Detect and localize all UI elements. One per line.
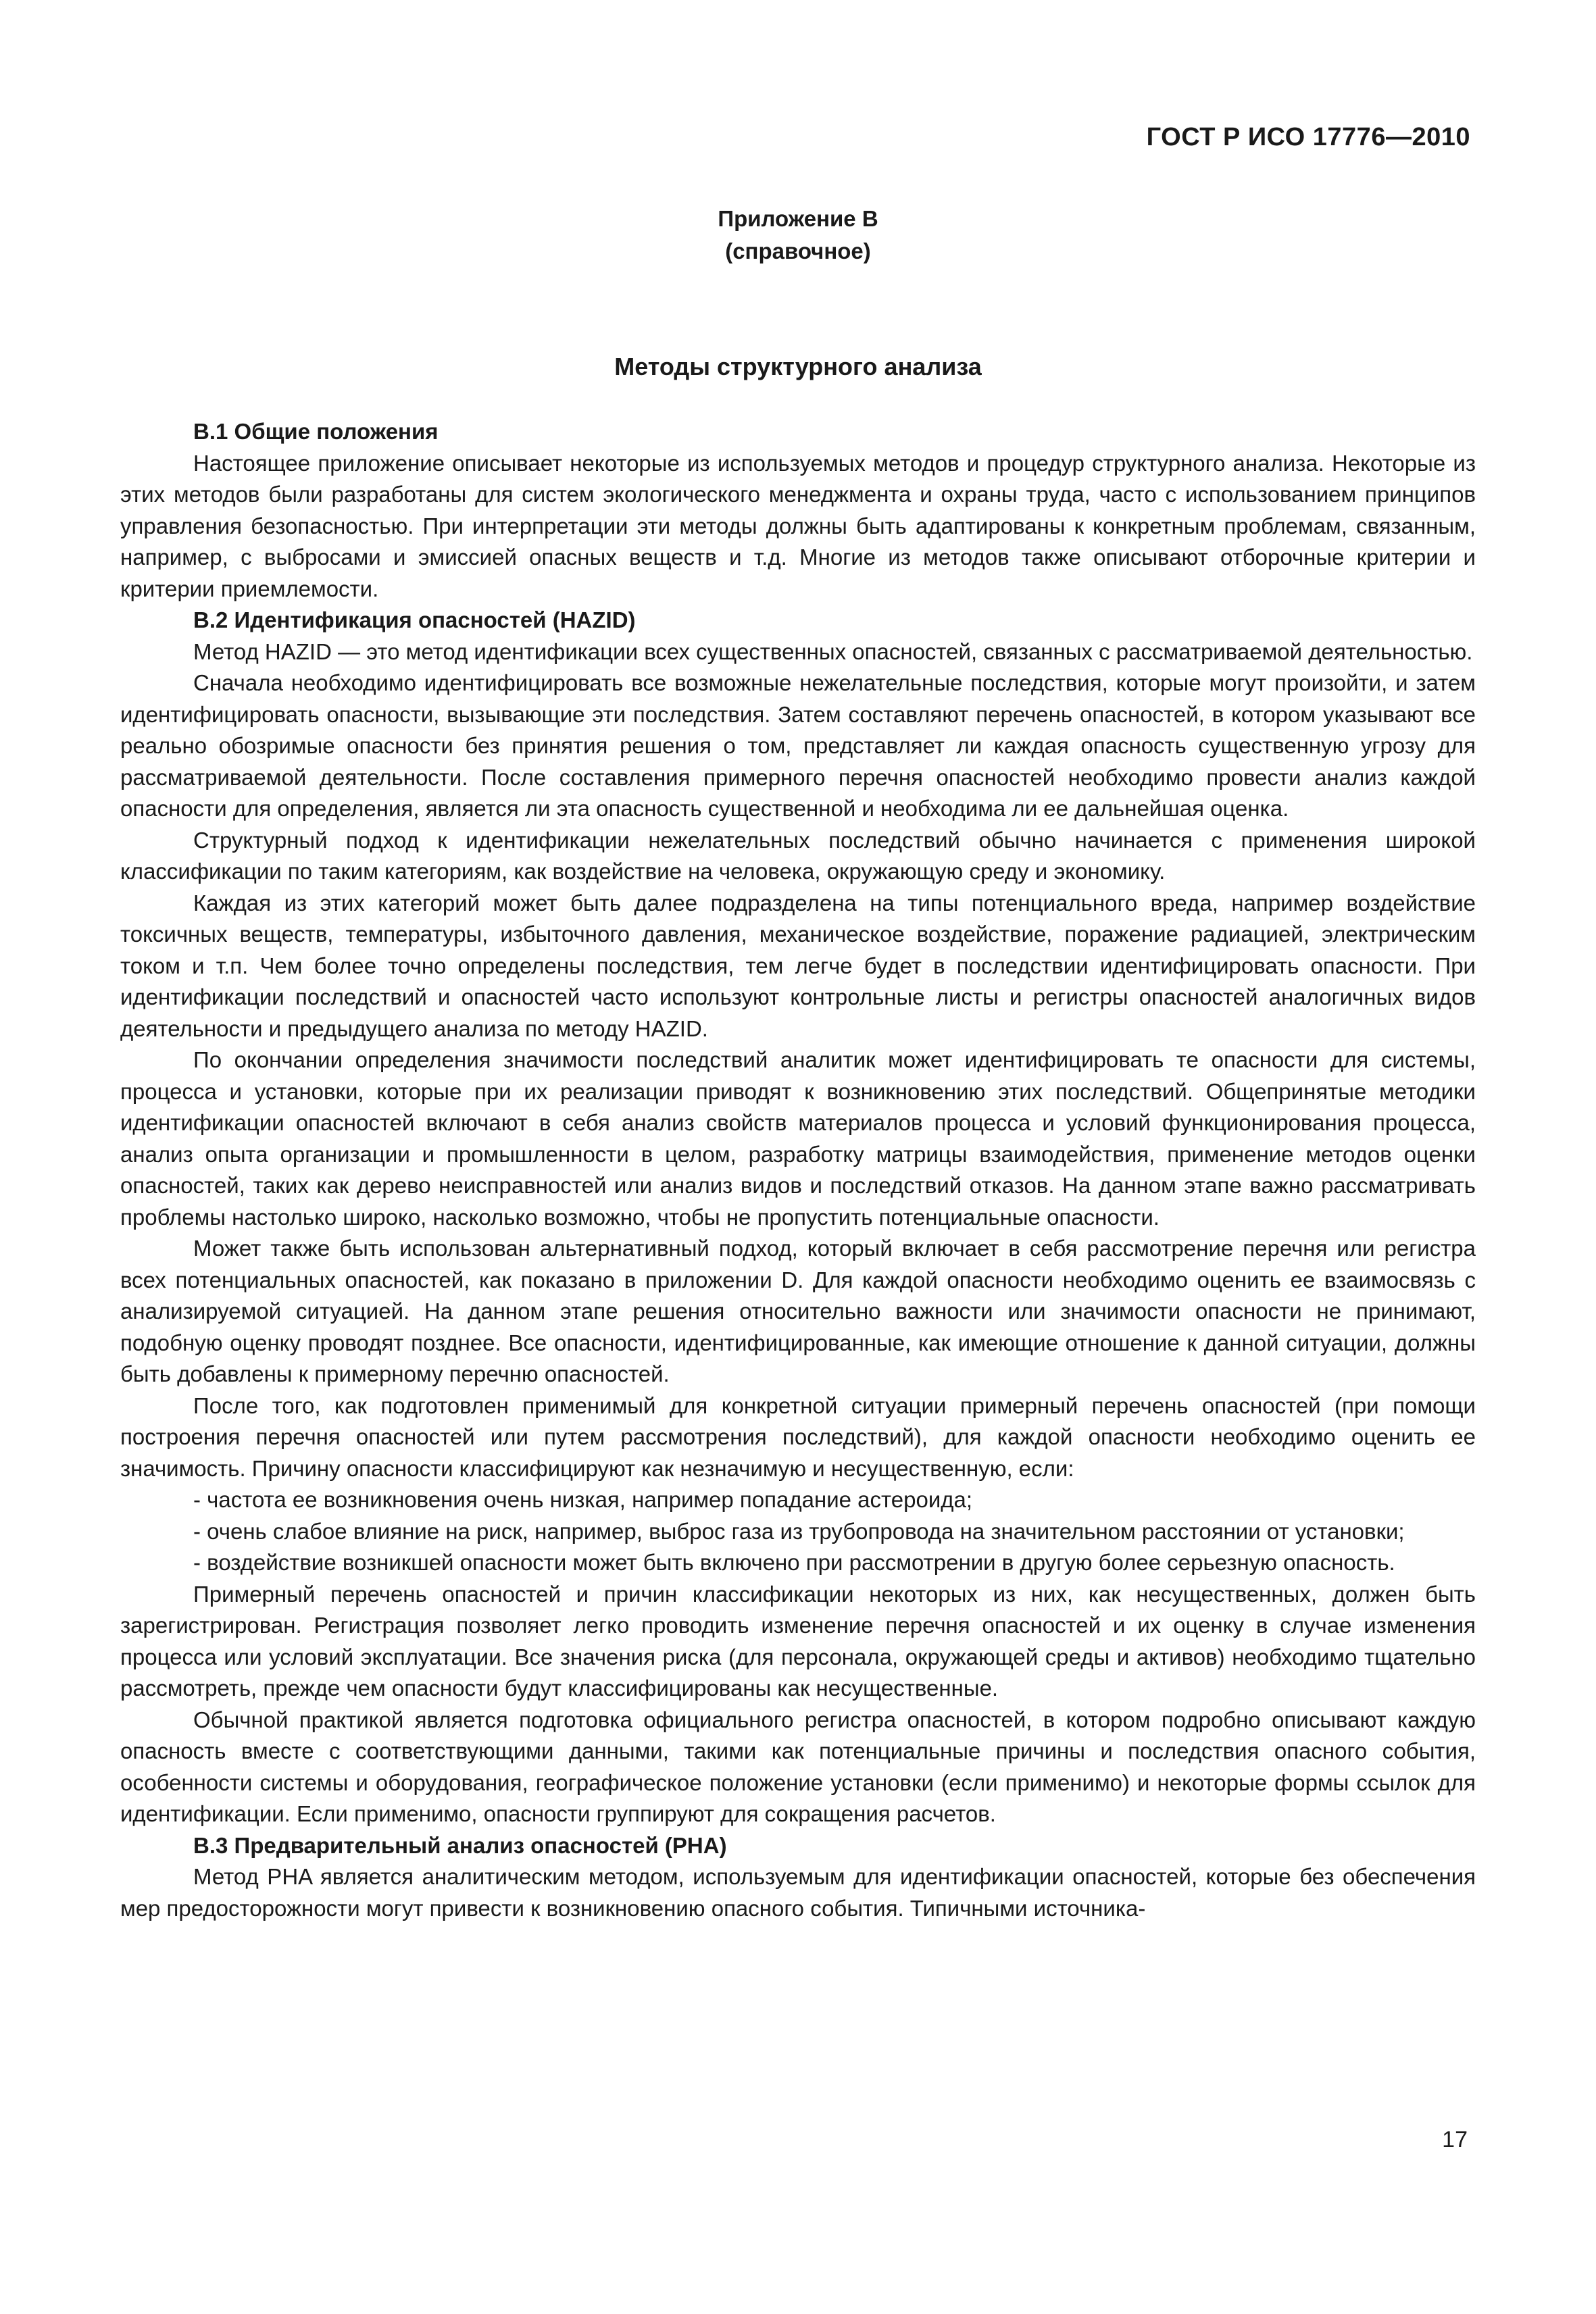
standard-header: ГОСТ Р ИСО 17776—2010 <box>1146 123 1470 151</box>
body-paragraph: По окончании определения значимости последствий аналитик может идентифицировать те опасности для системы, процесса и установки, которые при их реализации приводят к возникновению этих последствий. Общепринятые методики идентификации опасностей включают в себя анализ свойств материалов процесса и условий функционирования процесса, анализ опыта организации и промышленности в целом, разработку матрицы взаимодействия, применение методов оценки опасностей, таких как дерево неисправностей или анализ видов и последствий отказов. На данном этапе важно рассматривать проблемы настолько широко, насколько возможно, чтобы не пропустить потенциальные опасности. <box>120 1047 1476 1230</box>
annex-title: Приложение В <box>718 206 878 231</box>
body-paragraph: Может также быть использован альтернативный подход, который включает в себя рассмотрение перечня или регистра всех потенциальных опасностей, как показано в приложении D. Для каждой опасности необходимо оценить ее взаимосвязь с анализируемой ситуацией. На данном этапе решения относительно важности или значимости опасности не принимают, подобную оценку проводят позднее. Все опасности, идентифицированные, как имеющие отношение к данной ситуации, должны быть добавлены к примерному перечню опасностей. <box>120 1236 1476 1386</box>
section-heading: В.1 Общие положения <box>193 419 439 444</box>
body-paragraph: Структурный подход к идентификации нежелательных последствий обычно начинается с применения широкой классификации по таким категориям, как воздействие на человека, окружающую среду и экономику. <box>120 827 1476 884</box>
body-paragraph: Настоящее приложение описывает некоторые из используемых методов и процедур структурного анализа. Некоторые из этих методов были разработаны для систем экологического менеджмента и охраны труда, часто с использованием принципов управления безопасностью. При интерпретации эти методы должны быть адаптированы к конкретным проблемам, связанным, например, с выбросами и эмиссией опасных веществ и т.д. Многие из методов также описывают отборочные критерии и критерии приемлемости. <box>120 450 1476 601</box>
body-paragraph: - воздействие возникшей опасности может быть включено при рассмотрении в другую более серьезную опасность. <box>193 1550 1395 1575</box>
section-heading: В.2 Идентификация опасностей (HAZID) <box>193 607 636 632</box>
body-paragraph: Метод HAZID — это метод идентификации всех существенных опасностей, связанных с рассматриваемой деятельностью. <box>193 638 1473 664</box>
section-heading: В.3 Предварительный анализ опасностей (PHA) <box>193 1832 727 1858</box>
body-paragraph: Примерный перечень опасностей и причин классификации некоторых из них, как несущественных, должен быть зарегистрирован. Регистрация позволяет легко проводить изменение перечня опасностей и их оценку в случае изменения процесса или условий эксплуатации. Все значения риска (для персонала, окружающей среды и активов) необходимо тщательно рассмотреть, прежде чем опасности будут классифицированы как несущественные. <box>120 1581 1476 1701</box>
annex-label <box>0 203 1596 268</box>
body-paragraph: После того, как подготовлен применимый для конкретной ситуации примерный перечень опасностей (при помощи построения перечня опасностей или путем рассмотрения последствий), для каждой опасности необходимо оценить ее значимость. Причину опасности классифицируют как незначимую и несущественную, если: <box>120 1392 1476 1481</box>
section-title: Методы структурного анализа <box>614 353 982 380</box>
body-paragraph: - очень слабое влияние на риск, например, выброс газа из трубопровода на значительном расстоянии от установки; <box>193 1518 1405 1544</box>
body-paragraph: Каждая из этих категорий может быть далее подразделена на типы потенциального вреда, например воздействие токсичных веществ, температуры, избыточного давления, механическое воздействие, поражение радиацией, электрическим током и т.п. Чем более точно определены последствия, тем легче будет в последствии идентифицировать опасности. При идентификации последствий и опасностей часто используют контрольные листы и регистры опасностей аналогичных видов деятельности и предыдущего анализа по методу HAZID. <box>120 890 1476 1041</box>
page-number: 17 <box>1442 2127 1468 2153</box>
body-paragraph: Обычной практикой является подготовка официального регистра опасностей, в котором подробно описывают каждую опасность вместе с соответствующими данными, такими как потенциальные причины и последствия опасного события, особенности системы и оборудования, географическое положение установки (если применимо) и некоторые формы ссылок для идентификации. Если применимо, опасности группируют для сокращения расчетов. <box>120 1707 1476 1826</box>
body-paragraph: Сначала необходимо идентифицировать все возможные нежелательные последствия, которые могут произойти, и затем идентифицировать опасности, вызывающие эти последствия. Затем составляют перечень опасностей, в котором указывают все реально обозримые опасности без принятия решения о том, представляет ли каждая опасность существенную угрозу для рассматриваемой деятельности. После составления примерного перечня опасностей необходимо провести анализ каждой опасности для определения, является ли эта опасность существенной и необходима ли ее дальнейшая оценка. <box>120 670 1476 821</box>
body-paragraph: Метод PHA является аналитическим методом, используемым для идентификации опасностей, которые без обеспечения мер предосторожности могут привести к возникновению опасного события. Типичными источника- <box>120 1864 1476 1921</box>
body-paragraph: - частота ее возникновения очень низкая, например попадание астероида; <box>193 1487 973 1512</box>
annex-type: (справочное) <box>725 238 871 263</box>
document-body <box>120 416 1476 1924</box>
